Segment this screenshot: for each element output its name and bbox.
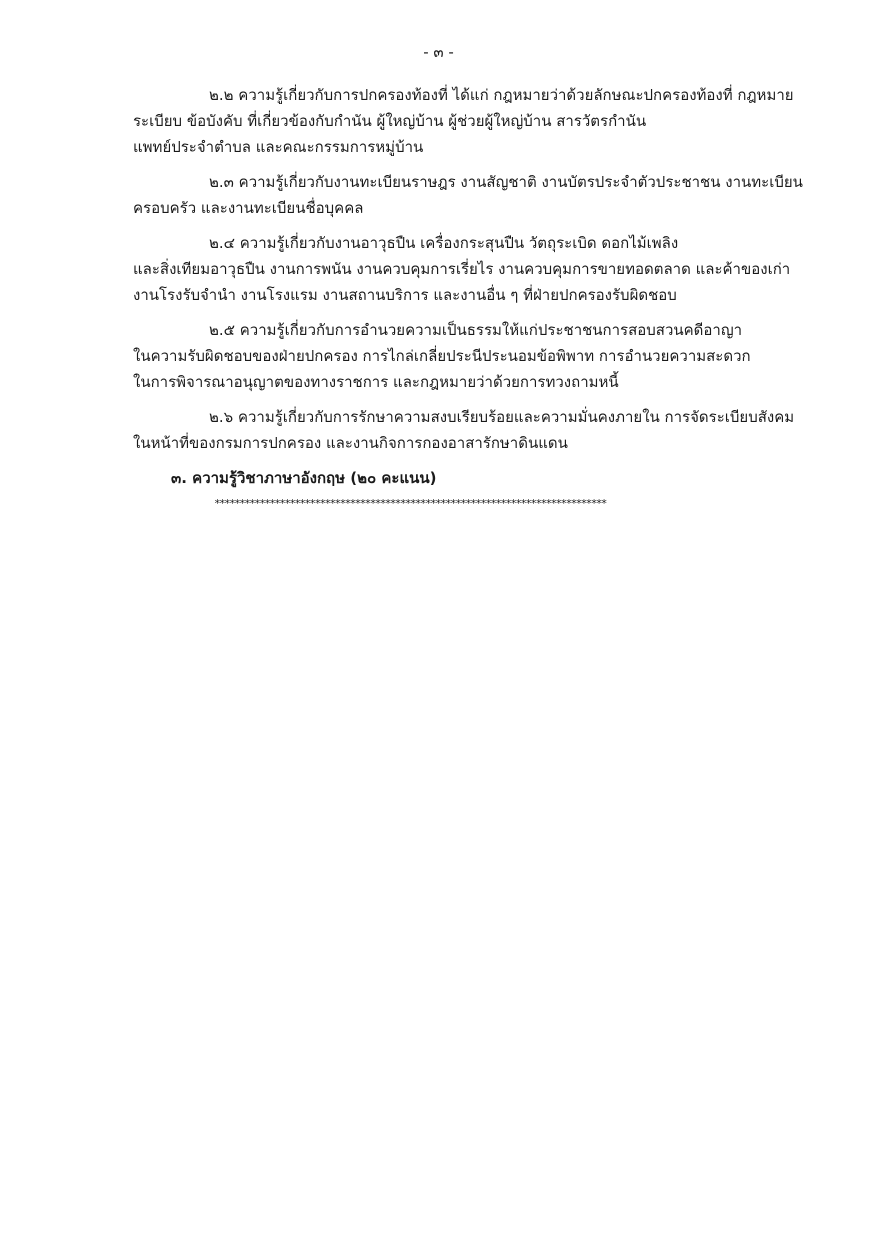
paragraph-line: ๒.๓ ความรู้เกี่ยวกับงานทะเบียนราษฎร งานสัญชาติ งานบัตรประจำตัวประชาชน งานทะเบียน (209, 173, 803, 191)
paragraph-line: แพทย์ประจำตำบล และคณะกรรมการหมู่บ้าน (133, 138, 424, 156)
paragraph-line: ๒.๒ ความรู้เกี่ยวกับการปกครองท้องที่ ได้แก่ กฎหมายว่าด้วยลักษณะปกครองท้องที่ กฎหมาย (209, 86, 794, 104)
paragraph-line: ในความรับผิดชอบของฝ่ายปกครอง การไกล่เกลี่ยประนีประนอมข้อพิพาท การอำนวยความสะดวก (133, 347, 751, 365)
paragraph-line: ๒.๖ ความรู้เกี่ยวกับการรักษาความสงบเรียบร้อยและความมั่นคงภายใน การจัดระเบียบสังคม (209, 408, 795, 426)
paragraph-line: ๒.๕ ความรู้เกี่ยวกับการอำนวยความเป็นธรรมให้แก่ประชาชนการสอบสวนคดีอาญา (209, 321, 743, 339)
paragraph-2-4 (133, 230, 805, 308)
end-of-section-rule: ****************************************************************************** (214, 497, 606, 510)
paragraph-line: และสิ่งเทียมอาวุธปืน งานการพนัน งานควบคุมการเรี่ยไร งานควบคุมการขายทอดตลาด และค้าของเก่า (133, 260, 791, 278)
paragraph-line: ครอบครัว และงานทะเบียนชื่อบุคคล (133, 199, 364, 217)
paragraph-2-6 (133, 404, 805, 456)
paragraph-line: ในหน้าที่ของกรมการปกครอง และงานกิจการกองอาสารักษาดินแดน (133, 434, 568, 452)
page-number: - ๓ - (423, 43, 454, 61)
document-body (133, 82, 805, 491)
paragraph-2-5 (133, 317, 805, 395)
section-3-heading: ๓. ความรู้วิชาภาษาอังกฤษ (๒๐ คะแนน) (171, 469, 437, 487)
paragraph-line: ระเบียบ ข้อบังคับ ที่เกี่ยวข้องกับกำนัน ผู้ใหญ่บ้าน ผู้ช่วยผู้ใหญ่บ้าน สารวัตรกำนัน (133, 112, 647, 130)
paragraph-2-2 (133, 82, 805, 160)
paragraph-2-3 (133, 169, 805, 221)
paragraph-line: ๒.๔ ความรู้เกี่ยวกับงานอาวุธปืน เครื่องกระสุนปืน วัตถุระเบิด ดอกไม้เพลิง (209, 234, 679, 252)
paragraph-line: งานโรงรับจำนำ งานโรงแรม งานสถานบริการ และงานอื่น ๆ ที่ฝ่ายปกครองรับผิดชอบ (133, 286, 677, 304)
paragraph-line: ในการพิจารณาอนุญาตของทางราชการ และกฎหมายว่าด้วยการทวงถามหนี้ (133, 373, 619, 391)
